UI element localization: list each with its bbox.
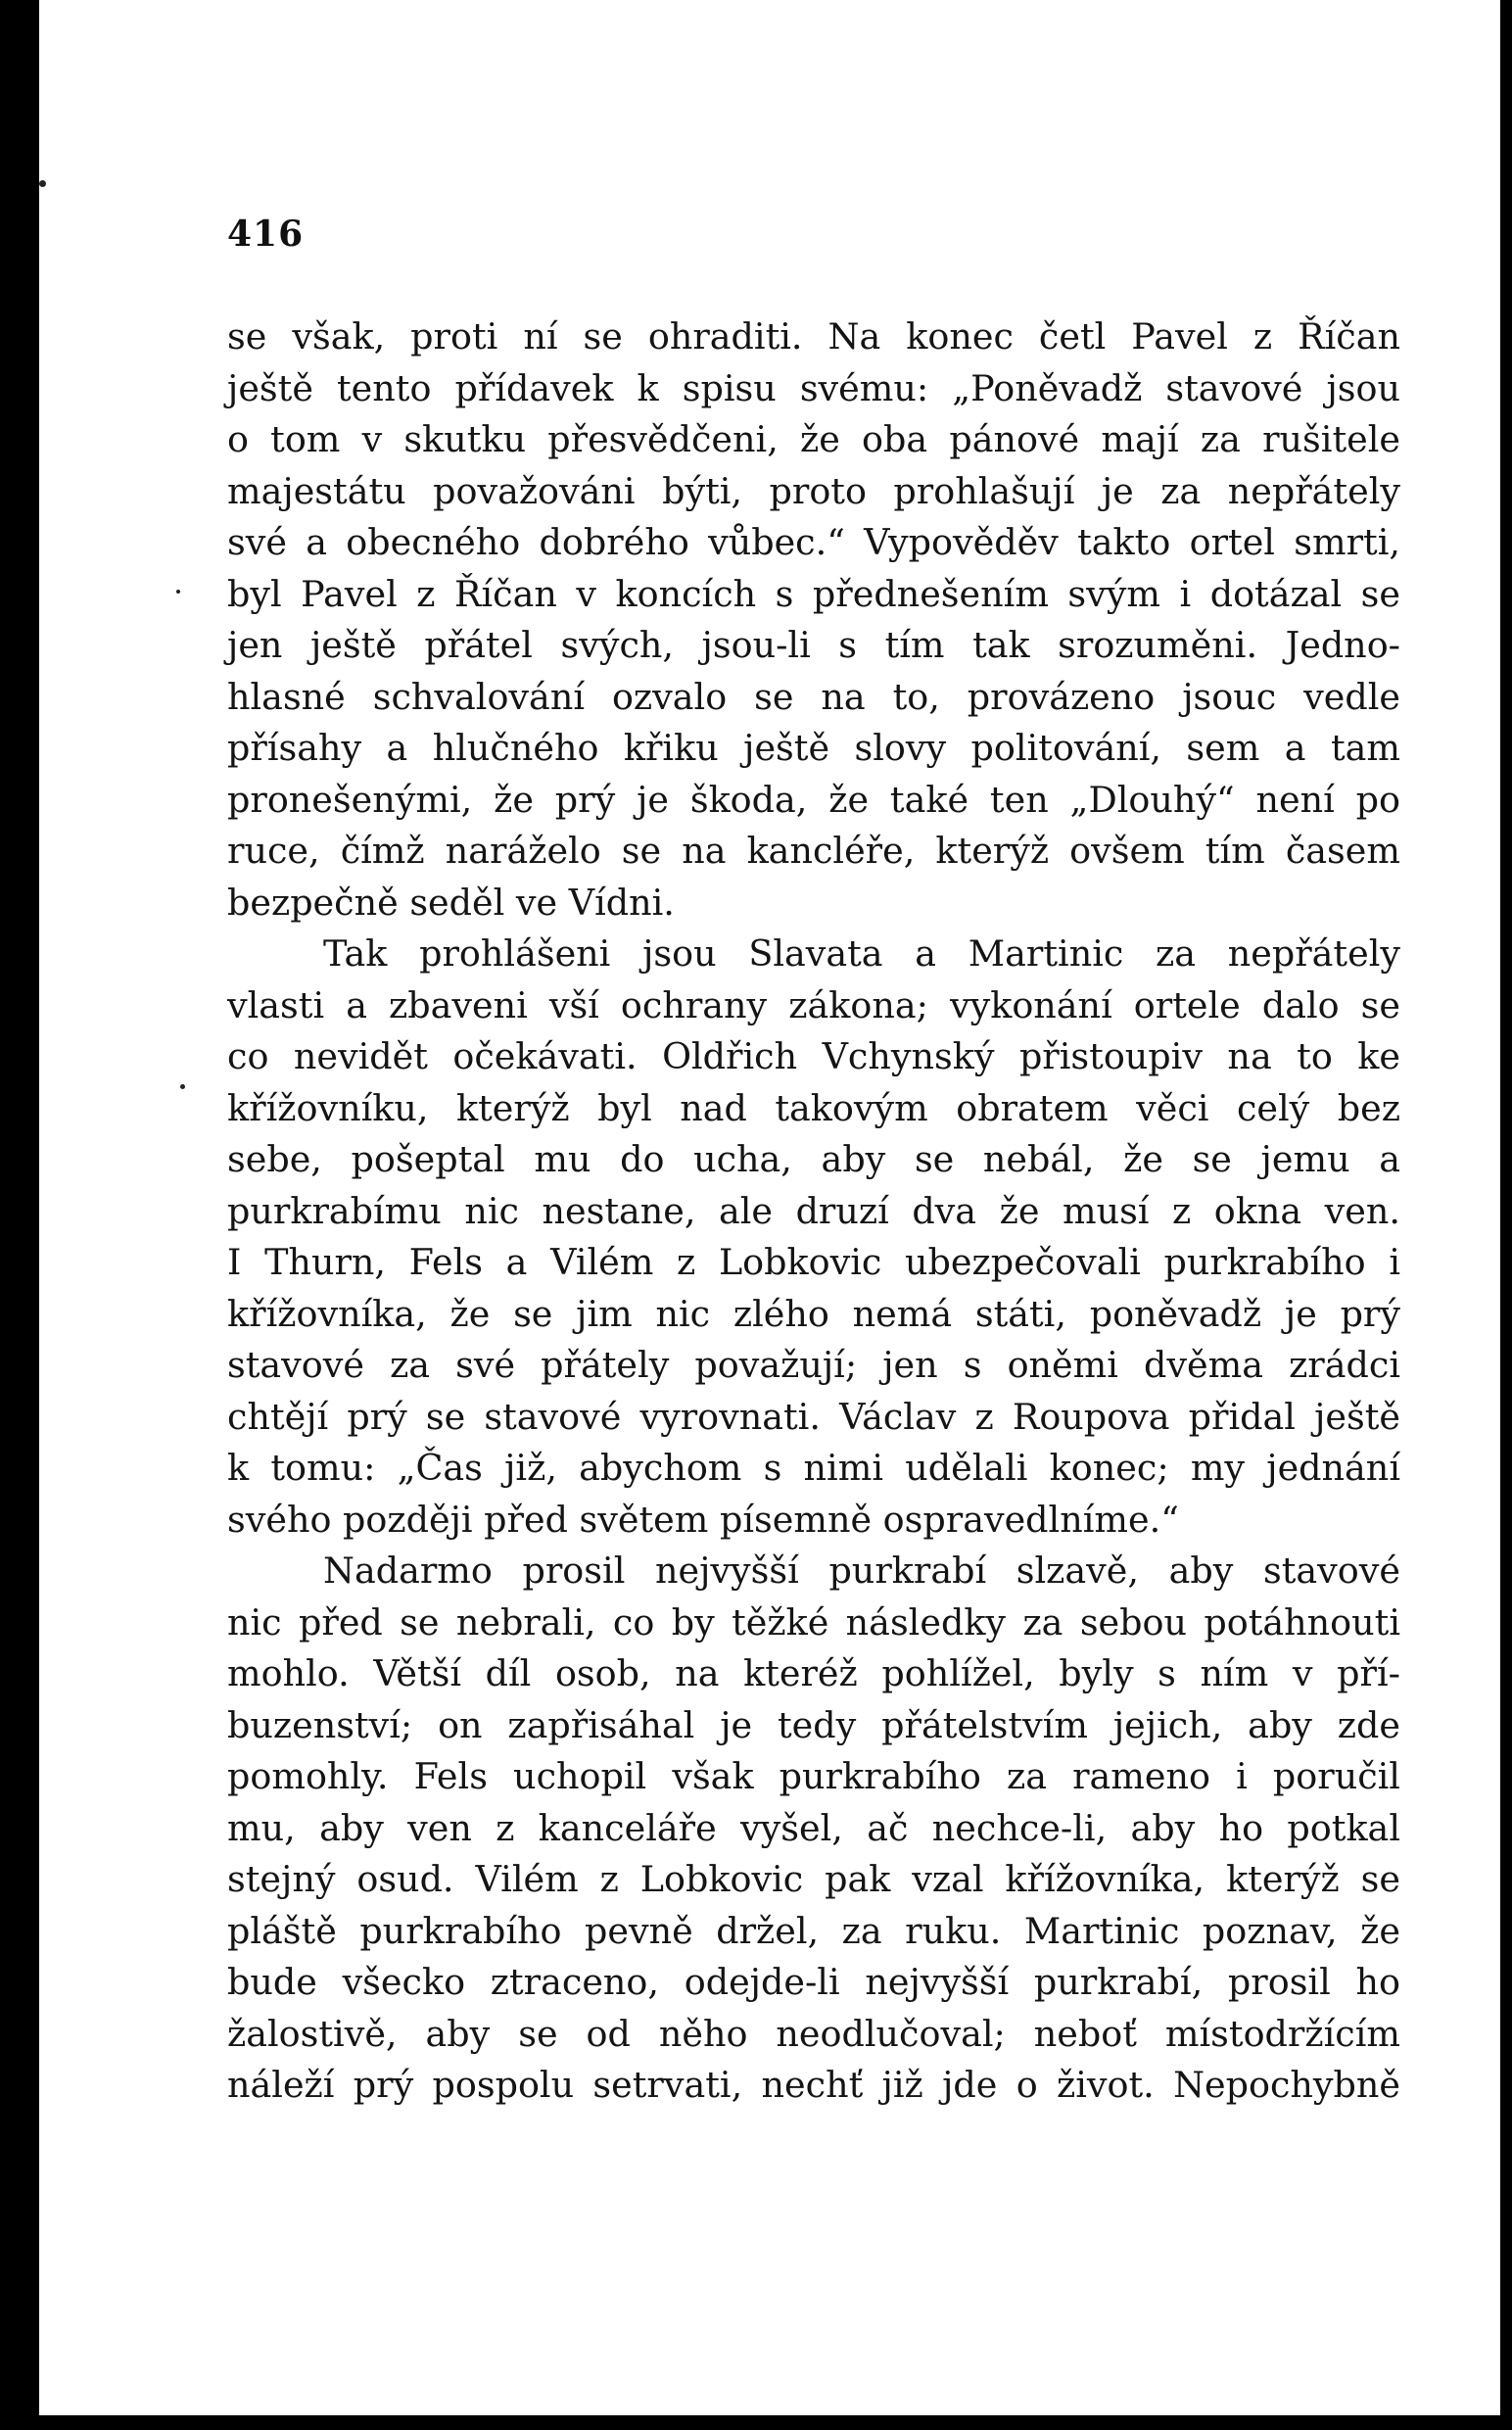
text-line: žalostivě, aby se od něho neodlučoval; neboť místodržícím — [227, 2012, 1400, 2055]
text-line: svého později před světem písemně ospravedlníme.“ — [227, 1498, 1179, 1541]
text-line: k tomu: „Čas již, abychom s nimi udělali konec; my jednání — [227, 1447, 1400, 1489]
text-line: křížovníka, že se jim nic zlého nemá státi, poněvadž je prý — [227, 1292, 1400, 1335]
text-line: své a obecného dobrého vůbec.“ Vypověděv takto ortel smrti, — [227, 521, 1400, 563]
text-line: vlasti a zbaveni vší ochrany zákona; vykonání ortele dalo se — [227, 983, 1400, 1026]
text-line: stejný osud. Vilém z Lobkovic pak vzal křížovníka, kterýž se — [227, 1858, 1400, 1900]
text-line: jen ještě přátel svých, jsou-li s tím tak srozuměni. Jedno- — [227, 624, 1400, 666]
text-line: pronešenými, že prý je škoda, že také ten „Dlouhý“ není po — [227, 778, 1400, 821]
text-line: Tak prohlášeni jsou Slavata a Martinic za nepřátely — [323, 932, 1400, 975]
text-line: byl Pavel z Říčan v koncích s přednešením svým i dotázal se — [227, 572, 1400, 615]
text-line: nic před se nebrali, co by těžké následky za sebou potáhnouti — [227, 1600, 1400, 1644]
text-line: ruce, čímž naráželo se na kancléře, kterýž ovšem tím časem — [227, 830, 1400, 872]
text-line: chtějí prý se stavové vyrovnati. Václav z Roupova přidal ještě — [227, 1395, 1400, 1438]
book-page — [39, 0, 1500, 2415]
text-line: hlasné schvalování ozvalo se na to, provázeno jsouc vedle — [227, 675, 1400, 718]
text-line: náleží prý pospolu setrvati, nechť již jde o život. Nepochybně — [227, 2064, 1400, 2106]
text-line: ještě tento přídavek k spisu svému: „Poněvadž stavové jsou — [227, 366, 1400, 409]
text-line: křížovníku, kterýž byl nad takovým obratem věci celý bez — [227, 1086, 1400, 1129]
text-line: I Thurn, Fels a Vilém z Lobkovic ubezpečovali purkrabího i — [227, 1241, 1400, 1283]
text-line: pomohly. Fels uchopil však purkrabího za rameno i poručil — [227, 1755, 1400, 1797]
text-line: přísahy a hlučného křiku ještě slovy politování, sem a tam — [227, 727, 1400, 769]
text-line: mu, aby ven z kanceláře vyšel, ač nechce-li, aby ho potkal — [227, 1806, 1400, 1849]
text-line: pláště purkrabího pevně držel, za ruku. Martinic poznav, že — [227, 1909, 1400, 1952]
text-line: buzenství; on zapřisáhal je tedy přátelstvím jejich, aby zde — [227, 1703, 1400, 1746]
text-line: Nadarmo prosil nejvyšší purkrabí slzavě, aby stavové — [323, 1549, 1400, 1592]
text-line: stavové za své přátely považují; jen s oněmi dvěma zrádci — [227, 1344, 1400, 1386]
page-number: 416 — [227, 214, 305, 255]
print-speck — [176, 590, 180, 594]
print-speck — [180, 1084, 185, 1089]
text-line: majestátu považováni býti, proto prohlašují je za nepřátely — [227, 469, 1400, 512]
text-line: sebe, pošeptal mu do ucha, aby se nebál, že se jemu a — [227, 1138, 1400, 1180]
text-line: se však, proti ní se ohraditi. Na konec četl Pavel z Říčan — [227, 315, 1400, 357]
text-line: purkrabímu nic nestane, ale druzí dva že musí z okna ven. — [227, 1189, 1400, 1232]
text-line: mohlo. Větší díl osob, na kteréž pohlížel, byly s ním v pří- — [227, 1652, 1400, 1694]
body-text — [227, 311, 1400, 2112]
text-line: bezpečně seděl ve Vídni. — [227, 881, 675, 924]
print-speck — [39, 180, 46, 187]
text-line: o tom v skutku přesvědčeni, že oba pánové mají za rušitele — [227, 418, 1400, 460]
text-line: bude všecko ztraceno, odejde-li nejvyšší purkrabí, prosil ho — [227, 1961, 1400, 2003]
text-line: co nevidět očekávati. Oldřich Vchynský přistoupiv na to ke — [227, 1035, 1400, 1077]
